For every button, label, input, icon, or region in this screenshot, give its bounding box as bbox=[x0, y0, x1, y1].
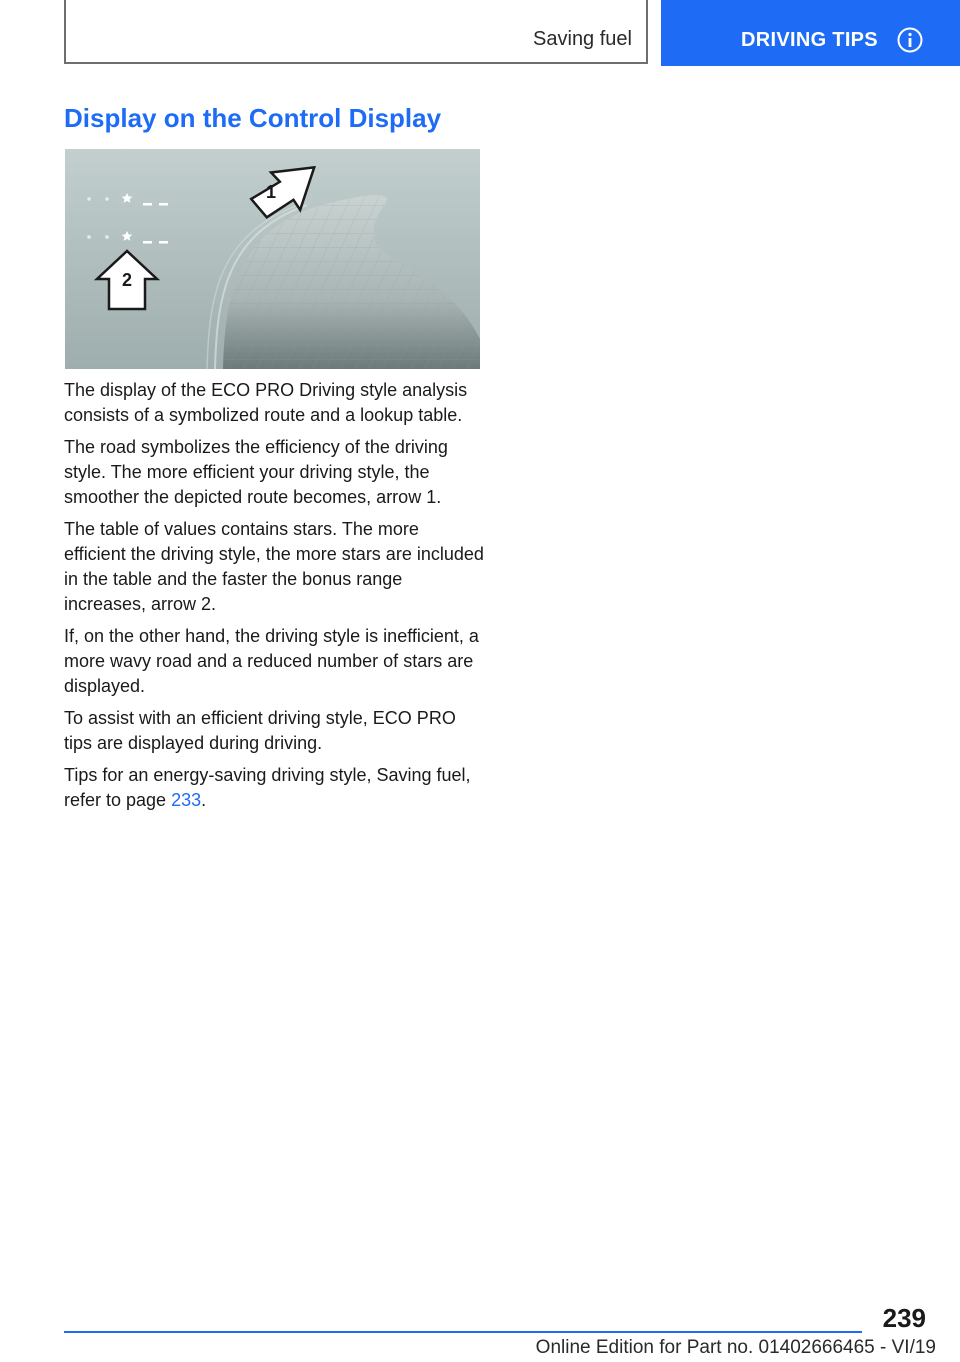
eco-pro-display-figure bbox=[65, 149, 480, 369]
paragraph: If, on the other hand, the driving style is inefficient, a more wavy road and a reduced number of stars are displayed. bbox=[64, 626, 479, 696]
arrow-1-label: 1 bbox=[265, 182, 277, 202]
paragraph-reference bbox=[64, 763, 484, 813]
arrow-2-label: 2 bbox=[121, 270, 133, 290]
page-link[interactable]: 233 bbox=[171, 790, 202, 810]
header-chapter-title: DRIVING TIPS bbox=[741, 29, 878, 51]
reference-suffix: . bbox=[201, 790, 207, 810]
page-number: 239 bbox=[882, 1303, 926, 1333]
page-heading: Display on the Control Display bbox=[64, 103, 442, 133]
footer-edition: Online Edition for Part no. 01402666465 - VI/19 bbox=[535, 1337, 936, 1358]
footer-divider bbox=[64, 1331, 862, 1333]
paragraph: The display of the ECO PRO Driving style analysis consists of a symbolized route and a lookup table. bbox=[64, 380, 468, 425]
paragraph: The table of values contains stars. The more efficient the driving style, the more stars are included in the table and the faster the bonus range increases, arrow 2. bbox=[64, 519, 484, 614]
body-text bbox=[64, 378, 484, 820]
paragraph: To assist with an efficient driving style, ECO PRO tips are displayed during driving. bbox=[64, 708, 456, 753]
paragraph: The road symbolizes the efficiency of the driving style. The more efficient your driving style, the smoother the depicted route becomes, arrow 1. bbox=[64, 437, 448, 507]
header-section-box bbox=[64, 0, 648, 64]
header-chapter-tab[interactable] bbox=[661, 0, 960, 66]
reference-text: Tips for an energy-saving driving style, Saving fuel, refer to page bbox=[64, 765, 471, 810]
info-icon[interactable] bbox=[897, 27, 923, 53]
header-section-title: Saving fuel bbox=[533, 28, 632, 50]
